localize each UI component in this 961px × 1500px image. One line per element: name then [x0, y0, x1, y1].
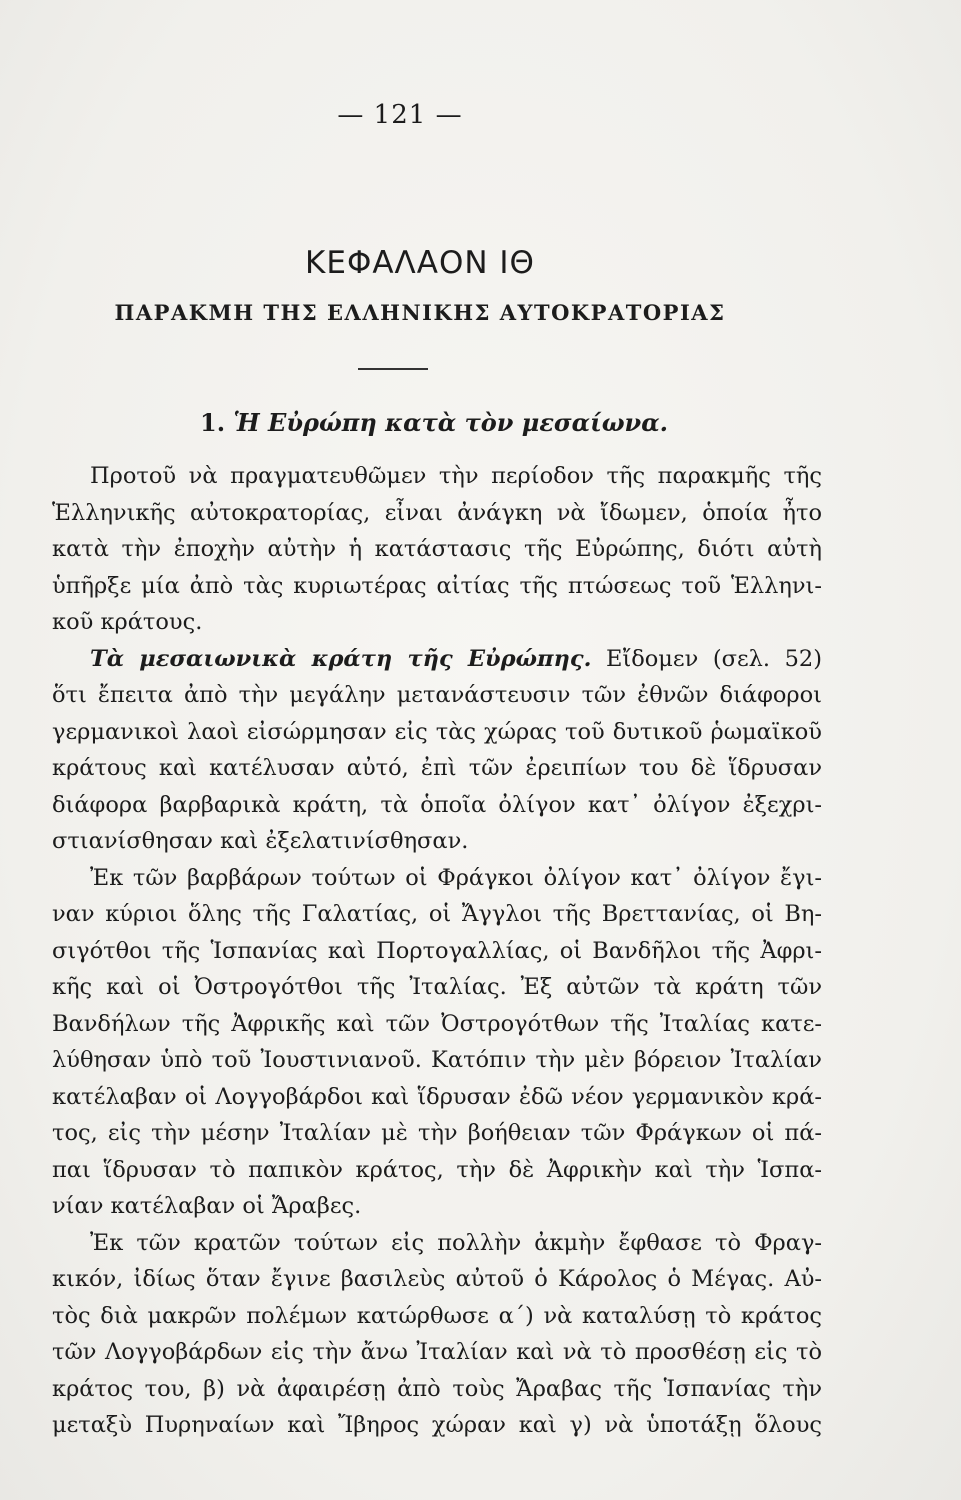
text-line: κράτος του, β) νὰ ἀφαιρέσῃ ἀπὸ τοὺς Ἄραβας τῆς Ἱσπανίας τὴν: [52, 1375, 822, 1402]
text-line: νίαν κατέλαβαν οἱ Ἄραβες.: [52, 1193, 362, 1219]
text-line: Προτοῦ νὰ πραγματευθῶμεν τὴν περίοδον τῆς παρακμῆς τῆς: [90, 463, 822, 489]
section-number: 1.: [200, 408, 226, 437]
text-line: σιγότθοι τῆς Ἱσπανίας καὶ Πορτογαλλίας, οἱ Βανδῆλοι τῆς Ἀφρι-: [52, 937, 822, 964]
chapter-title: ΚΕΦΑΛΑΟΝ ΙΘ: [305, 245, 535, 281]
text-line: κράτους καὶ κατέλυσαν αὐτό, ἐπὶ τῶν ἐρειπίων του δὲ ἵδρυσαν: [52, 755, 822, 781]
text-line: μεταξὺ Πυρηναίων καὶ Ἴβηρος χώραν καὶ γ) νὰ ὑποτάξῃ ὅλους: [52, 1412, 822, 1438]
text-line: τος, εἰς τὴν μέσην Ἰταλίαν μὲ τὴν βοήθειαν τῶν Φράγκων οἱ πά-: [52, 1120, 822, 1146]
text-line: ὅτι ἔπειτα ἀπὸ τὴν μεγάλην μετανάστευσιν τῶν ἐθνῶν διάφοροι: [52, 682, 822, 708]
body-text: [52, 458, 822, 1444]
text-line: ὑπῆρξε μία ἀπὸ τὰς κυριωτέρας αἰτίας τῆς πτώσεως τοῦ Ἑλληνι-: [52, 572, 822, 599]
text-line: γερμανικοὶ λαοὶ εἰσώρμησαν εἰς τὰς χώρας τοῦ δυτικοῦ ῥωμαϊκοῦ: [52, 718, 822, 745]
text-line: στιανίσθησαν καὶ ἐξελατινίσθησαν.: [52, 828, 469, 854]
text-line: [52, 641, 822, 678]
text-line: κατὰ τὴν ἐποχὴν αὐτὴν ἡ κατάστασις τῆς Εὐρώπης, διότι αὐτὴ: [52, 536, 822, 562]
text-line: λύθησαν ὑπὸ τοῦ Ἰουστινιανοῦ. Κατόπιν τὴν μὲν βόρειον Ἰταλίαν: [52, 1047, 822, 1073]
subheading: Τὰ μεσαιωνικὰ κράτη τῆς Εὐρώπης.: [90, 645, 592, 672]
text-line: Βανδήλων τῆς Ἀφρικῆς καὶ τῶν Ὀστρογότθων τῆς Ἰταλίας κατε-: [52, 1010, 822, 1037]
text-line: κικόν, ἰδίως ὅταν ἔγινε βασιλεὺς αὐτοῦ ὁ Κάρολος ὁ Μέγας. Αὐ-: [52, 1266, 822, 1292]
text-line: κοῦ κράτους.: [52, 609, 203, 635]
text-line: τῶν Λογγοβάρδων εἰς τὴν ἄνω Ἰταλίαν καὶ νὰ τὸ προσθέσῃ εἰς τὸ: [52, 1339, 822, 1365]
text-line: κῆς καὶ οἱ Ὀστρογότθοι τῆς Ἰταλίας. Ἐξ αὐτῶν τὰ κράτη τῶν: [52, 974, 822, 1000]
text-line: διάφορα βαρβαρικὰ κράτη, τὰ ὁποῖα ὀλίγον κατ᾽ ὀλίγον ἐξεχρι-: [52, 791, 822, 818]
text-line: Ἑλληνικῆς αὐτοκρατορίας, εἶναι ἀνάγκη νὰ ἴδωμεν, ὁποία ἦτο: [52, 499, 822, 526]
text-line: Ἐκ τῶν βαρβάρων τούτων οἱ Φράγκοι ὀλίγον κατ᾽ ὀλίγον ἔγι-: [90, 864, 822, 891]
part-title: ΠΑΡΑΚΜΗ ΤΗΣ ΕΛΛΗΝΙΚΗΣ ΑΥΤΟΚΡΑΤΟΡΙΑΣ: [114, 300, 726, 325]
text-line-continuation: Εἴδομεν (σελ. 52): [605, 645, 822, 672]
section-title: Ἡ Εὐρώπη κατὰ τὸν μεσαίωνα.: [233, 408, 669, 437]
text-line: τὸς διὰ μακρῶν πολέμων κατώρθωσε α΄) νὰ καταλύσῃ τὸ κράτος: [52, 1302, 822, 1329]
section-heading: [200, 408, 668, 437]
text-line: Ἐκ τῶν κρατῶν τούτων εἰς πολλὴν ἀκμὴν ἔφθασε τὸ Φραγ-: [90, 1229, 822, 1256]
text-line: παι ἵδρυσαν τὸ παπικὸν κράτος, τὴν δὲ Ἀφρικὴν καὶ τὴν Ἱσπα-: [52, 1156, 822, 1183]
page-number: — 121 —: [337, 100, 463, 130]
text-line: κατέλαβαν οἱ Λογγοβάρδοι καὶ ἵδρυσαν ἐδῶ νέον γερμανικὸν κρά-: [52, 1083, 822, 1110]
text-line: ναν κύριοι ὅλης τῆς Γαλατίας, οἱ Ἄγγλοι τῆς Βρεττανίας, οἱ Βη-: [52, 901, 822, 927]
title-divider: [358, 368, 428, 370]
